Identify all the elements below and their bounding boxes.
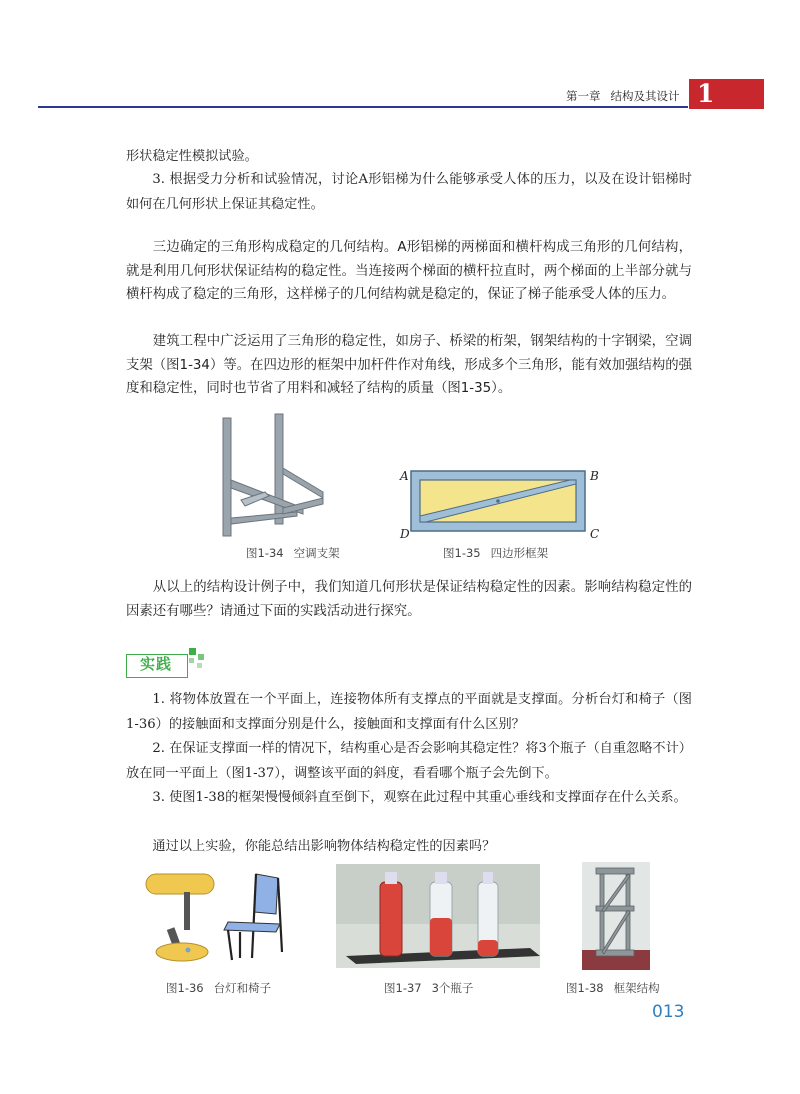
- figure-number: 图1-36: [166, 981, 204, 995]
- paragraph-summary: 从以上的结构设计例子中，我们知道几何形状是保证结构稳定性的因素。影响结构稳定性的因素还有哪些？请通过下面的实践活动进行探究。: [126, 580, 692, 619]
- figure-title: 3个瓶子: [431, 981, 474, 995]
- figure-number: 图1-38: [566, 981, 604, 995]
- caption-figure-1-38: [566, 980, 660, 996]
- chapter-number-tab: 1: [689, 79, 764, 109]
- practice-question-4: 通过以上实验，你能总结出影响物体结构稳定性的因素吗？: [152, 839, 496, 854]
- page-number: 013: [652, 1002, 685, 1022]
- figure-title: 四边形框架: [490, 546, 549, 560]
- caption-figure-1-34: [246, 545, 340, 561]
- caption-figure-1-35: [443, 545, 548, 561]
- practice-question-2: 2. 在保证支撑面一样的情况下，结构重心是否会影响其稳定性？将3个瓶子（自重忽略不计）放在同一平面上（图1-37），调整该平面的斜度，看看哪个瓶子会先倒下。: [126, 741, 692, 781]
- corner-label-b: B: [590, 469, 599, 483]
- figure-ac-bracket: [205, 412, 325, 544]
- figure-number: 图1-37: [384, 981, 422, 995]
- corner-label-c: C: [590, 527, 600, 541]
- figure-three-bottles: [336, 864, 540, 968]
- figure-quad-frame: [410, 470, 586, 532]
- bottle-middle: [430, 872, 452, 956]
- caption-figure-1-37: [384, 980, 473, 996]
- paragraph-triangle: 三边确定的三角形构成稳定的几何结构。A形铝梯的两梯面和横杆构成三角形的几何结构，就是利用几何形状保证结构的稳定性。当连接两个梯面的横杆拉直时，两个梯面的上半部分就与横杆构成了稳定的三角形，这样梯子的几何结构就是稳定的，保证了梯子能承受人体的压力。: [126, 240, 692, 303]
- paragraph-continued: 形状稳定性模拟试验。: [126, 149, 258, 164]
- figure-title: 框架结构: [613, 981, 660, 995]
- bottle-left: [380, 872, 402, 956]
- practice-question-1: 1. 将物体放置在一个平面上，连接物体所有支撑点的平面就是支撑面。分析台灯和椅子（图1-36）的接触面和支撑面分别是什么，接触面和支撑面有什么区别？: [126, 692, 692, 732]
- lamp: [146, 874, 214, 961]
- running-header: [566, 88, 680, 104]
- practice-question-3: 3. 使图1-38的框架慢慢倾斜直至倒下，观察在此过程中其重心垂线和支撑面存在什么关系。: [152, 790, 687, 805]
- corner-label-a: A: [400, 469, 409, 483]
- corner-label-d: D: [400, 527, 410, 541]
- caption-figure-1-36: [166, 980, 271, 996]
- bottle-right: [478, 872, 498, 956]
- practice-badge: [126, 648, 216, 678]
- figure-number: 图1-35: [443, 546, 481, 560]
- chapter-label: 第一章: [566, 89, 601, 103]
- practice-label: 实践: [140, 655, 173, 673]
- figure-number: 图1-34: [246, 546, 284, 560]
- decor-square: [198, 654, 204, 660]
- paragraph-engineering: 建筑工程中广泛运用了三角形的稳定性，如房子、桥梁的桁架，钢架结构的十字钢梁，空调支架（图1-34）等。在四边形的框架中加杆件作对角线，形成多个三角形，能有效加强结构的强度和稳定性，同时也节省了用料和减轻了结构的质量（图1-35）。: [126, 334, 693, 397]
- chapter-title: 结构及其设计: [610, 89, 680, 103]
- question-3: 3. 根据受力分析和试验情况，讨论A形铝梯为什么能够承受人体的压力，以及在设计铝梯时如何在几何形状上保证其稳定性。: [126, 172, 692, 212]
- chair: [224, 874, 282, 960]
- decor-square: [189, 658, 194, 663]
- figure-frame-structure: [582, 862, 650, 970]
- decor-square: [197, 663, 202, 668]
- decor-square: [189, 648, 196, 655]
- figure-title: 台灯和椅子: [213, 981, 272, 995]
- header-rule: [38, 106, 688, 108]
- figure-lamp-and-chair: [140, 868, 300, 968]
- figure-title: 空调支架: [293, 546, 340, 560]
